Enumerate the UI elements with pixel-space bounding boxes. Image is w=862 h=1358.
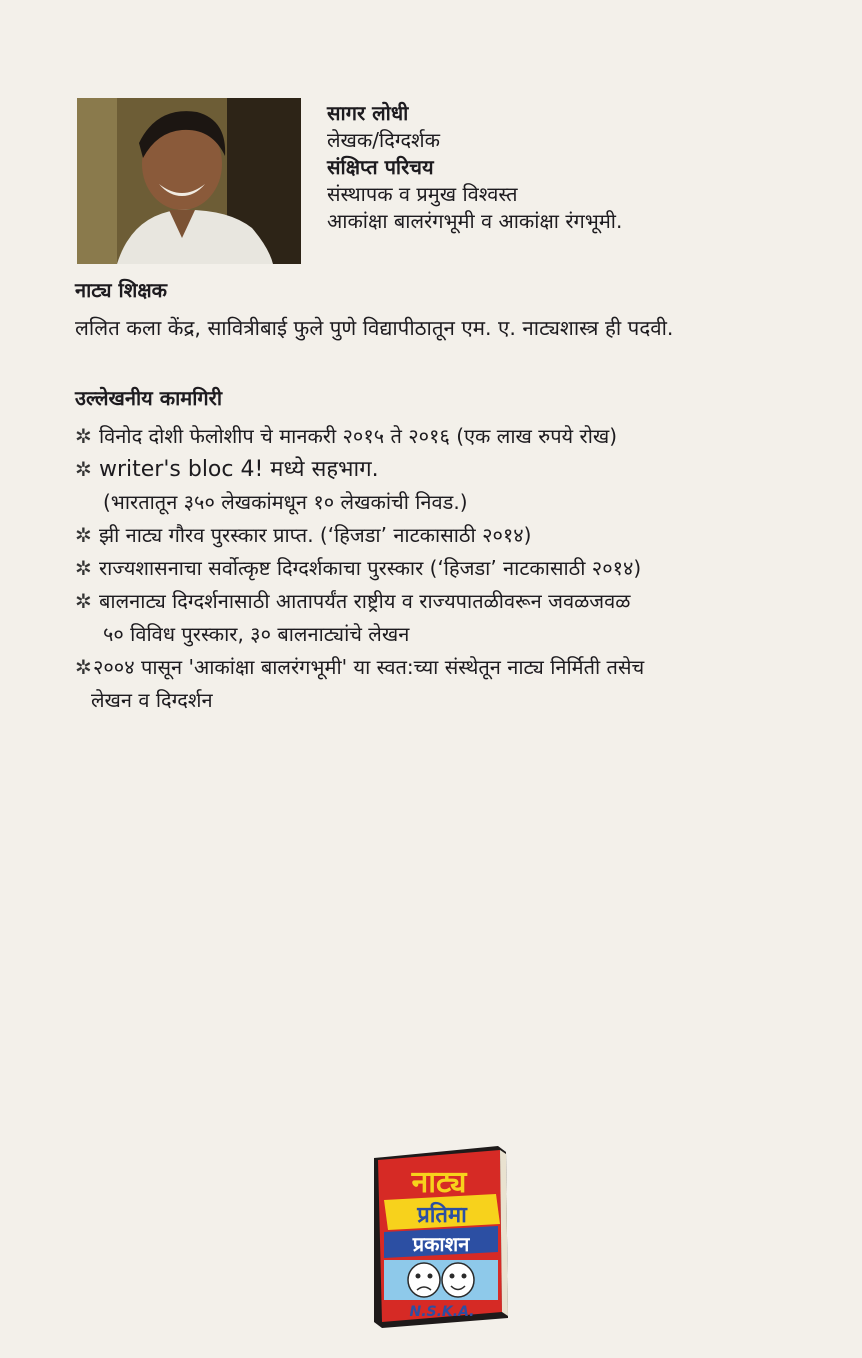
- list-item-continuation: लेखन व दिग्दर्शन: [91, 688, 213, 712]
- list-item: [75, 585, 835, 651]
- author-role: लेखक/दिग्दर्शक: [327, 128, 441, 152]
- tragedy-mask-icon: [408, 1263, 440, 1297]
- bullet-icon: ✲: [75, 556, 92, 580]
- list-item-text: writer's bloc 4! मध्ये सहभाग.: [99, 457, 379, 482]
- list-item-text: २००४ पासून 'आकांक्षा बालरंगभूमी' या स्वत:च्या संस्थेतून नाट्य निर्मिती तसेच: [93, 655, 645, 679]
- list-item-continuation: ५० विविध पुरस्कार, ३० बालनाट्यांचे लेखन: [103, 622, 410, 646]
- list-item-continuation: (भारतातून ३५० लेखकांमधून १० लेखकांची निवड.): [103, 490, 468, 514]
- list-item-text: बालनाट्य दिग्दर्शनासाठी आतापर्यंत राष्ट्रीय व राज्यपातळीवरून जवळजवळ: [99, 589, 631, 613]
- comedy-mask-icon: [442, 1263, 474, 1297]
- intro-line-2: आकांक्षा बालरंगभूमी व आकांक्षा रंगभूमी.: [327, 209, 623, 233]
- achievements-heading: उल्लेखनीय कामगिरी: [75, 386, 223, 410]
- intro-heading: संक्षिप्त परिचय: [327, 155, 434, 179]
- bullet-icon: ✲: [75, 589, 92, 613]
- author-name: सागर लोधी: [327, 101, 409, 125]
- bullet-icon: ✲: [75, 523, 92, 547]
- achievements-list: [75, 420, 835, 717]
- author-portrait-image: [77, 98, 301, 264]
- bullet-icon: ✲: [75, 424, 92, 448]
- author-bio: [327, 100, 827, 235]
- publisher-logo-image: [366, 1140, 516, 1332]
- teacher-heading: नाट्य शिक्षक: [75, 278, 168, 302]
- author-photo: [77, 98, 301, 264]
- list-item: [75, 453, 835, 519]
- bullet-icon: ✲: [75, 457, 92, 481]
- teacher-text: ललित कला केंद्र, सावित्रीबाई फुले पुणे विद्यापीठातून एम. ए. नाट्यशास्त्र ही पदवी.: [75, 316, 674, 340]
- logo-line-2: प्रतिमा: [417, 1203, 467, 1228]
- bullet-icon: ✲: [75, 655, 92, 679]
- intro-line-1: संस्थापक व प्रमुख विश्वस्त: [327, 182, 518, 206]
- list-item: [75, 420, 835, 453]
- logo-line-1: नाट्य: [411, 1165, 467, 1200]
- list-item: [75, 552, 835, 585]
- list-item-text: विनोद दोशी फेलोशीप चे मानकरी २०१५ ते २०१६ (एक लाख रुपये रोख): [99, 424, 618, 448]
- logo-line-3: प्रकाशन: [412, 1232, 470, 1256]
- list-item: [75, 651, 835, 717]
- list-item-text: झी नाट्य गौरव पुरस्कार प्राप्त. (‘हिजडा’ नाटकासाठी २०१४): [99, 523, 532, 547]
- list-item-text: राज्यशासनाचा सर्वोत्कृष्ट दिग्दर्शकाचा पुरस्कार (‘हिजडा’ नाटकासाठी २०१४): [99, 556, 642, 580]
- list-item: [75, 519, 835, 552]
- publisher-logo: [366, 1140, 516, 1332]
- logo-code: N.S.K.A.: [409, 1304, 475, 1320]
